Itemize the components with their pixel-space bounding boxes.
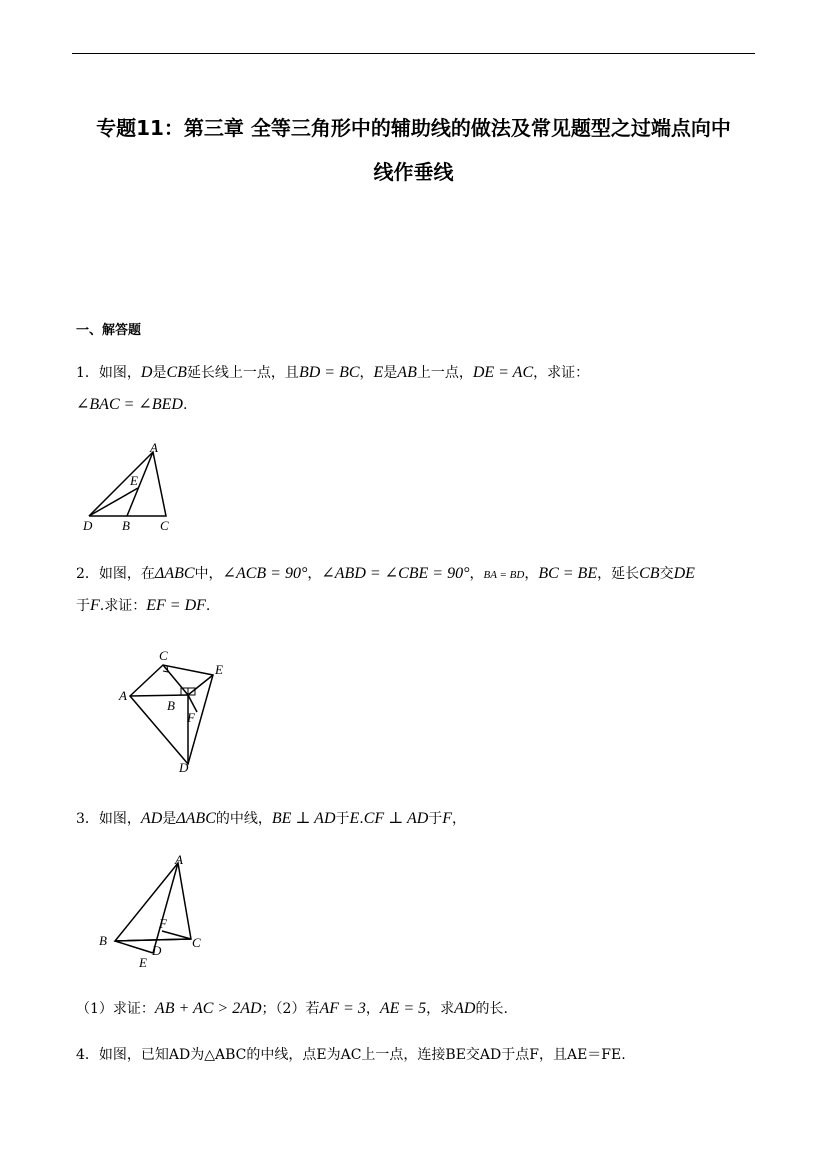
title-line-2: 线作垂线 — [373, 160, 454, 184]
q3-label-B: B — [99, 933, 107, 948]
q2-label-C: C — [159, 648, 168, 663]
q1-figure — [80, 442, 180, 532]
q1-label-C: C — [160, 518, 169, 533]
q1-label-A: A — [150, 440, 158, 455]
q3-figure — [95, 853, 215, 973]
q3-label-E: E — [139, 955, 147, 970]
q3-label-C: C — [192, 935, 201, 950]
q2-label-F: F — [187, 710, 195, 725]
q3-line-1: 3．如图，AD是ΔABC的中线，BE ⊥ AD于E.CF ⊥ AD于F， — [76, 810, 467, 827]
q3-subquestions: （1）求证：AB + AC > 2AD；（2）若AF = 3，AE = 5，求AD的长. — [76, 1000, 508, 1017]
q2-label-A: A — [119, 688, 127, 703]
q1-label-B: B — [122, 518, 130, 533]
section-heading: 一、解答题 — [76, 323, 142, 338]
q4-line-1: 4．如图，已知AD为△ABC的中线，点E为AC上一点，连接BE交AD于点F，且AE＝FE. — [76, 1047, 626, 1063]
title-line-1: 专题11：第三章 全等三角形中的辅助线的做法及常见题型之过端点向中 — [96, 116, 731, 140]
q2-line-2: 于F.求证：EF = DF. — [76, 597, 211, 614]
page-title — [72, 106, 755, 194]
q2-figure — [115, 648, 235, 778]
q2-label-D: D — [179, 760, 189, 775]
q3-label-F: F — [159, 916, 167, 931]
q2-label-E: E — [215, 662, 223, 677]
q1-label-E: E — [130, 473, 138, 488]
q1-line-2: ∠BAC = ∠BED. — [76, 396, 188, 413]
q2-label-B: B — [167, 698, 175, 713]
q1-label-D: D — [83, 518, 93, 533]
q3-label-A: A — [175, 852, 183, 867]
header-rule — [72, 53, 755, 54]
q1-line-1: 1．如图，D是CB延长线上一点，且BD = BC，E是AB上一点，DE = AC，求证： — [76, 364, 590, 381]
q3-label-D: D — [152, 943, 162, 958]
q2-line-1: 2．如图，在ΔABC中，∠ACB = 90°，∠ABD = ∠CBE = 90°，BA = BD，BC = BE，延长CB交DE — [76, 565, 695, 582]
